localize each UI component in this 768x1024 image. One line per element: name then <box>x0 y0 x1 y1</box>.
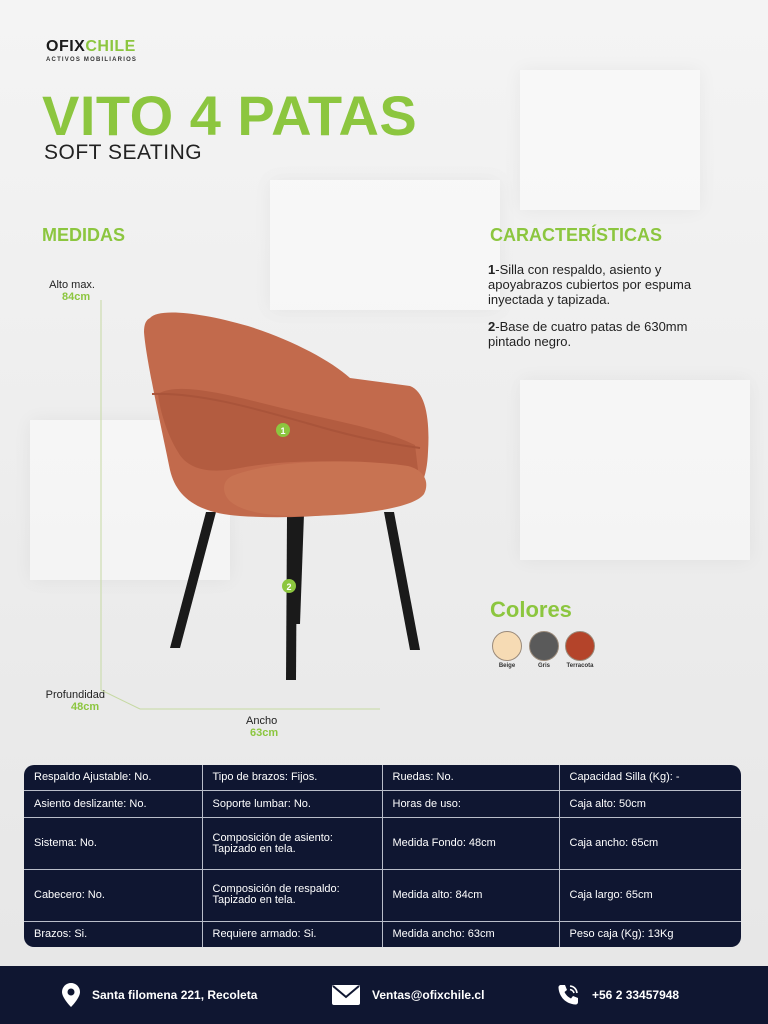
color-label-beige: Beige <box>498 663 516 669</box>
color-swatch-terracota[interactable] <box>565 631 595 661</box>
feature-item-1: 1-Silla con respaldo, asiento y apoyabrazos cubiertos por espuma inyectada y tapizada. <box>488 262 692 307</box>
spec-cell: Medida Fondo: 48cm <box>382 818 559 870</box>
color-label-gris: Gris <box>537 663 550 669</box>
table-row <box>24 765 741 791</box>
phone-icon <box>556 983 580 1007</box>
brand-tagline: ACTIVOS MOBILIARIOS <box>46 57 138 63</box>
mail-icon <box>332 985 360 1005</box>
marker-2 <box>282 579 296 593</box>
profundidad-label: Profundidad <box>45 689 105 701</box>
spec-table <box>24 765 741 947</box>
spec-cell: Caja alto: 50cm <box>559 791 741 818</box>
contact-footer <box>0 966 768 1024</box>
chair-legs <box>170 512 420 680</box>
spec-cell: Sistema: No. <box>24 818 202 870</box>
svg-text:1: 1 <box>280 426 286 436</box>
product-subtitle: SOFT SEATING <box>44 141 203 164</box>
footer-address <box>62 966 257 1024</box>
footer-phone[interactable] <box>556 966 679 1024</box>
spec-cell: Medida alto: 84cm <box>382 869 559 921</box>
color-label-terracota: Terracota <box>566 663 594 669</box>
spec-cell: Cabecero: No. <box>24 869 202 921</box>
table-row <box>24 791 741 818</box>
spec-cell: Composición de asiento: Tapizado en tela. <box>202 818 382 870</box>
ancho-value: 63cm <box>250 727 279 739</box>
feature-item-2: 2-Base de cuatro patas de 630mm pintado negro. <box>488 319 688 349</box>
spec-cell: Peso caja (Kg): 13Kg <box>569 927 674 940</box>
color-swatch-beige[interactable] <box>492 631 522 661</box>
spec-cell: Asiento deslizante: No. <box>24 791 202 818</box>
ancho-label: Ancho <box>246 715 278 727</box>
profundidad-value: 48cm <box>71 701 100 713</box>
color-swatch-gris[interactable] <box>529 631 559 661</box>
spec-cell: Respaldo Ajustable: No. <box>24 765 202 791</box>
brand-name: OFIXCHILE <box>46 38 136 55</box>
product-title: VITO 4 PATAS <box>42 84 418 147</box>
alto-value: 84cm <box>62 291 91 303</box>
medidas-heading: MEDIDAS <box>42 225 126 245</box>
caracteristicas-heading: CARACTERÍSTICAS <box>490 225 663 245</box>
spec-cell: Brazos: Si. <box>24 921 202 947</box>
address-text: Santa filomena 221, Recoleta <box>92 988 258 1002</box>
colores-heading: Colores <box>490 597 572 622</box>
spec-cell: Caja ancho: 65cm <box>559 818 741 870</box>
spec-cell: Composición de respaldo: Tapizado en tela. <box>202 869 382 921</box>
table-row <box>24 921 741 947</box>
table-row <box>24 818 741 870</box>
email-link[interactable]: Ventas@ofixchile.cl <box>372 988 485 1002</box>
table-row <box>24 869 741 921</box>
marker-1 <box>276 423 290 437</box>
footer-email[interactable] <box>332 966 484 1024</box>
spec-cell: Requiere armado: Si. <box>202 921 382 947</box>
alto-label: Alto max. <box>49 279 95 291</box>
spec-cell: Horas de uso: <box>382 791 559 818</box>
spec-cell: Medida ancho: 63cm <box>382 921 559 947</box>
chair-seat <box>224 461 426 516</box>
location-pin-icon <box>62 983 80 1007</box>
spec-cell: Ruedas: No. <box>382 765 559 791</box>
svg-text:2: 2 <box>286 582 292 592</box>
spec-cell: Caja largo: 65cm <box>559 869 741 921</box>
spec-cell: Capacidad Silla (Kg): - <box>559 765 741 791</box>
spec-cell: Tipo de brazos: Fijos. <box>202 765 382 791</box>
phone-number[interactable]: +56 2 33457948 <box>592 988 680 1002</box>
spec-cell: Soporte lumbar: No. <box>202 791 382 818</box>
